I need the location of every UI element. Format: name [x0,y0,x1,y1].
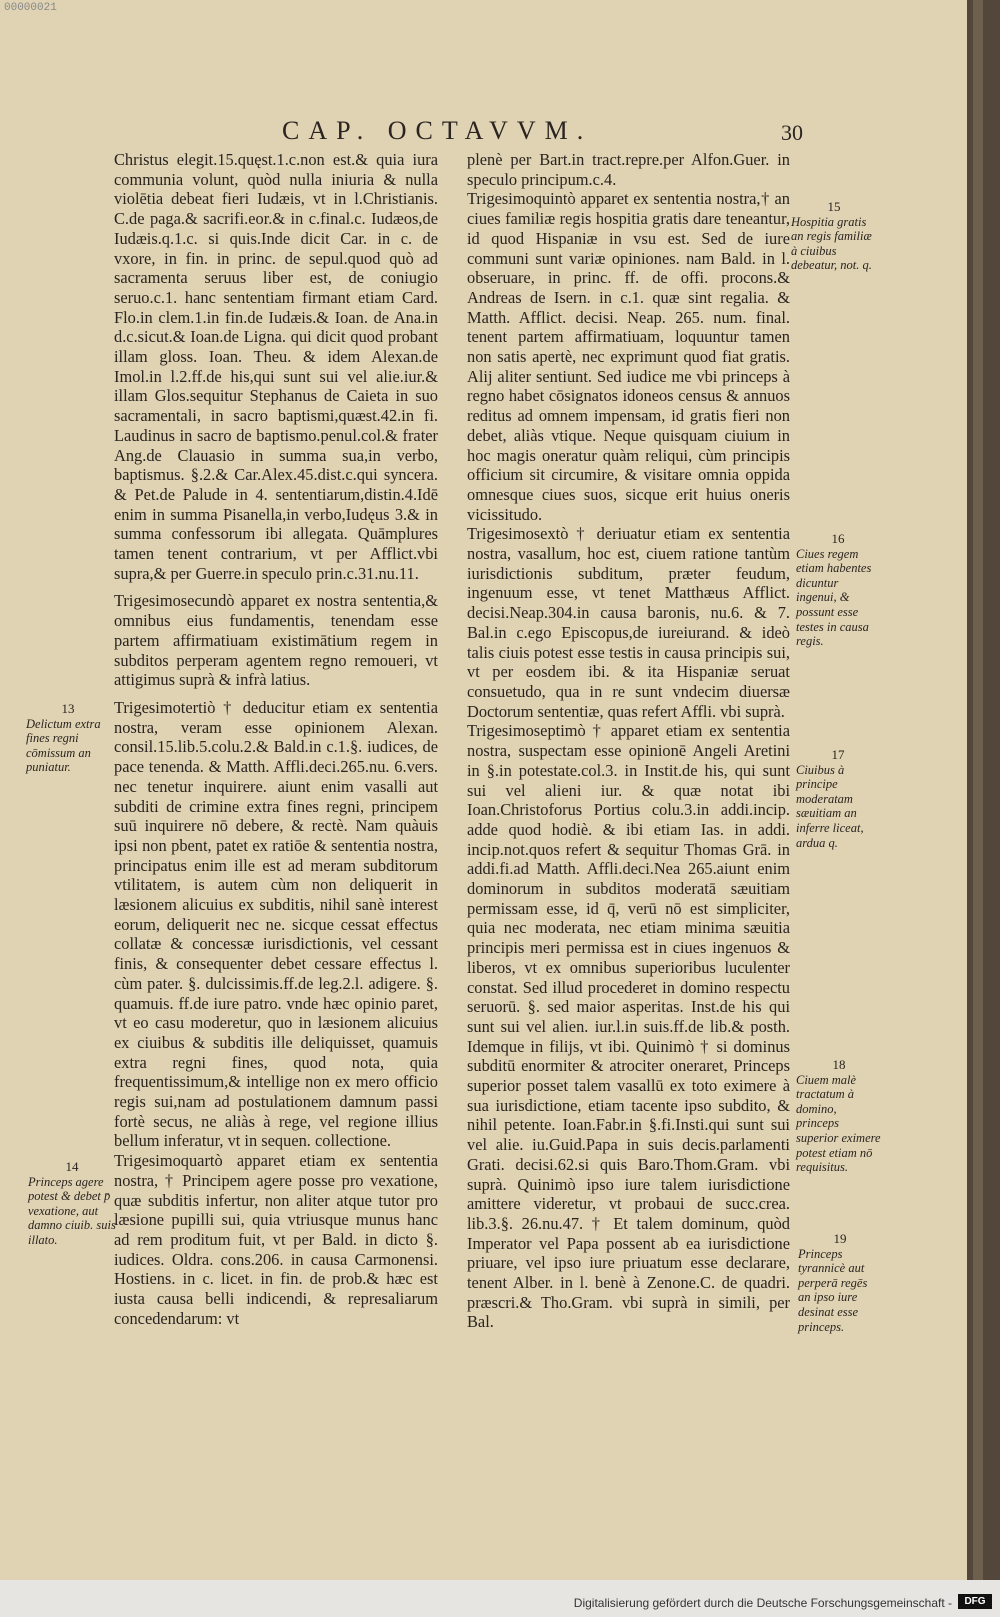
margin-note-19 [798,1232,882,1334]
right-paragraph-3: Trigesimosextò † deriuatur etiam ex sententia nostra, vasallum, hoc est, ciuem ratione tantùm iurisdictionis subditum, præter feudum, ingenuum esse, vt tenet Matthæus Afflict. decisi.Neap.304.in causa baronis, nu.6. & 7. Bal.in c.ego Episcopus,de iureiurand. & ideò talis ciuis potest esse testis in causa principis sui, vt per eosdem ibi. & ita Hispaniæ seruat consuetudo, qua in re sunt vndecim diuersæ Doctorum sententiæ, quas refert Affli. vbi suprà. [467,524,790,721]
dfg-logo: DFG [958,1594,992,1609]
margin-note-text: Delictum extra fines regni cōmissum an puniatur. [26,716,101,775]
margin-note-number: 13 [61,701,75,716]
left-paragraph-1: Christus elegit.15.quęst.1.c.non est.& quia iura communia volunt, quòd nulla iniuria & nulla violētia debeat fieri Iudæis, vt in l.Christianis. C.de paga.& sacrifi.eor.& in c.final.c. Iudæos,de Iudæis.q.1.c. si quis.Inde dicit Car. in c. de vxore, in fin. in princ. de sepul.quod quò ad sacramenta seruus liber est, de coniugio seruo.c.1. hanc sententiam firmant etiam Card. Flo.in clem.1.in fin.de Iudæis.& Ioan. de Ana.in d.c.sicut.& Ioan.de Ligna. qui dicit quod probant illam gloss. Ioan. Theu. & idem Alexan.de Imol.in l.2.ff.de his,qui sunt sui vel alie.iur.& illam Glos.sequitur Stephanus de Caieta in suo sacramentali, in sacro baptismi,quæst.42.in fi. Laudinus in sacro de baptismo.penul.col.& frater Ang.de Clauasio in summa sua,in verbo, baptismus. §.2.& Car.Alex.45.dist.c.qui syncera. & Pet.de Palude in 4. sententiarum,distin.4.Idē enim in summa Pisanella,in verbo,Iudęus 3.& in summa confessorum ibi allegata. Quāmplures tamen tenent contrarium, vt per Afflict.vbi supra,& per Guerre.in speculo prin.c.31.nu.11. [114,150,438,583]
margin-note-17 [796,748,880,850]
margin-note-text: Ciuem malè tractatum à domino, princeps superior eximere potest etiam nō requisitus. [796,1072,881,1175]
margin-note-15 [791,200,877,273]
margin-note-text: Ciues regem etiam habentes dicuntur ingenui, & possunt esse testes in causa regis. [796,546,872,649]
margin-note-number: 15 [827,199,841,214]
margin-note-16 [796,532,880,649]
margin-note-text: Princeps tyrannicè aut perperā regēs an ipso iure desinat esse princeps. [798,1246,868,1334]
margin-note-number: 18 [832,1057,846,1072]
right-paragraph-2: Trigesimoquintò apparet ex sententia nostra,† an ciues familiæ regis hospitia gratis dare teneantur, id quod Hispaniæ in vsu est. Sed de iure communi sunt variæ opiniones. nam Bald. in l. obseruare, in princ. ff. de offi. procons.& Andreas de Isern. in c.1. quæ sint regalia. & Matth. Afflict. decisi. Neap. 265. num. final. tenent partem affirmatiuam, loquuntur tamen non satis apertè, nec exprimunt quod fiat gratis. Alij aliter sentiunt. Sed iudice me vbi princeps à regno habet cōsignatos idoneos census & annuos reditus ad omnem impensam, id gratis fieri non debet, aliàs vtique. Neque quisquam ciuium in hoc magis oneratur quàm reliqui, cùm principis officium sit circumire, & visitare omnia oppida omnesque ciues suos, sicque erit huius oneris vicissitudo. [467,189,790,524]
left-paragraph-3: Trigesimotertiò † deducitur etiam ex sententia nostra, veram esse opinionem Alexan. consil.15.lib.5.colu.2.& Bald.in c.1.§. iudices, de pace tenenda. & Matth. Affli.deci.265.nu. 6.vers. nec tenetur inquirere. aiunt enim vasalli aut subditi de crimine extra fines regni, principem suū inquirere nō debere, & rectè. Nam quàuis ipsi non pbent, patet ex ratiōe & sententia nostra, principatus enim ille est ad meram subditorum vtilitatem, is autem cùm non deliquerit in læsionem alicuius ex subditis, nihil sanè interest eorum, deliquerit nec ne. sicque cessat effectus collatæ & concessæ iurisdictionis, vel cessant finis, & consequenter debet cessare effectus l. cùm pater. §. dulcissimis.ff.de leg.2.l. adigere. §. quamuis. ff.de iure patro. vnde hæc opinio paret, vt eo casu moderetur, quo in læsionem alicuius ex ciuibus & subditis ille deliquisset, quamuis extra regni fines, quod nota, quia frequentissimum,& intellige non ex mero officio regis sui,nam ad postulationem damnum passi fortè secus, ne aliàs à rege, vel regione illius bellum inferatur, vt in sequen. collectione. [114,697,438,1151]
right-paragraph-4: Trigesimoseptimò † apparet etiam ex sententia nostra, suspectam esse opinionē Angeli Aretini in §.in potestate.col.3. in Instit.de his, qui sunt sui vel alieni iur. & quæ notat ibi Ioan.Christoforus Portius colu.3.in addi.incip. adde quod hodiè. & ibi etiam Ias. in addi. incip.not.quos refert & sequitur Thomas Grā. in addi.fi.ad Matth. Affli.deci.Nea 265.aiunt enim dominorum in subditos moderatā sæuitiam permissam esse, id q̄, verū nō est simpliciter, quia nec moderata, nec etiam minima sæuitia principis meri permissa est in ciues ingenuos & liberos, vt ex omnibus superioribus luculenter constat. Sed illud procederet in domino respectu seruorū. §. sed maior asperitas. Inst.de his qui sunt sui vel alien. iur.l.in suis.ff.de lib.& posth. Idemque in filijs, vt ibi. Quinimò † si dominus subditū enormiter & atrociter oneraret, Princeps superior posset talem vasallū ex toto eximere à sua iurisdictione, etiam tacente ipso subdito, & nihil petente. Ioan.Fabr.in §.fi.Insti.qui sunt sui vel alie. iu.Guid.Papa in suis decis.parlamenti Grati. decisi.62.si quis Baro.Thom.Gram. vbi suprà. Quinimò ipso iure talem iurisdictione amittere videretur, vt probaui de succ.crea. lib.3.§. 26.nu.47. † Et talem dominum, quòd Imperator vel Papa possent ab ea iurisdictione priuare, vel ipso iure priuatum esse declarare, tenent Alber. in l. benè à Zenone.C. de quadri. præscri.& Tho.Gram. vbi suprà in simili, per Bal. [467,721,790,1332]
margin-note-text: Princeps agere potest & debet p̄ vexatione, aut damno ciuib. suis illato. [28,1174,116,1247]
page-id: 00000021 [4,2,57,14]
margin-note-number: 19 [833,1231,847,1246]
margin-note-text: Ciuibus à principe moderatam sæuitiam an inferre liceat, ardua q. [796,762,864,850]
footer-credit: Digitalisierung gefördert durch die Deutsche Forschungsgemeinschaft - [573,1596,952,1610]
margin-note-18 [796,1058,882,1175]
margin-note-14 [28,1160,116,1248]
right-column [467,150,790,1332]
binding-page-edges [973,0,983,1580]
margin-note-number: 16 [831,531,845,546]
right-paragraph-1: plenè per Bart.in tract.repre.per Alfon.Guer. in speculo principum.c.4. [467,150,790,189]
margin-note-13 [26,702,110,775]
left-column [114,150,438,1328]
running-head: CAP. OCTAVVM. [282,116,593,145]
margin-note-number: 14 [65,1159,79,1174]
book-binding [967,0,1000,1580]
folio-number: 30 [781,120,803,145]
left-paragraph-4: Trigesimoquartò apparet etiam ex sententia nostra, † Principem agere posse pro vexatione, quæ subditis infertur, non aliter atque tutor pro læsione pupilli sui, quia vtriusque munus hanc ad rem proditum fuit, vt per Bald. in dicto §. iudices. Oldra. cons.206. in causa Carmonensi. Hostiens. in c. licet. in fin. de prob.& hæc est iusta causa belli indicendi, & represaliarum concedendarum: vt [114,1151,438,1328]
margin-note-number: 17 [831,747,845,762]
left-paragraph-2: Trigesimosecundò apparet ex nostra sententia,& omnibus eius fundamentis, tenendam esse partem affirmatiuam existimātium regem in subditos perperam agentem regno remoueri, vt attigimus suprà & infrà latius. [114,591,438,690]
margin-note-text: Hospitia gratis an regis familiæ à ciuibus debeatur, not. q. [791,214,872,273]
